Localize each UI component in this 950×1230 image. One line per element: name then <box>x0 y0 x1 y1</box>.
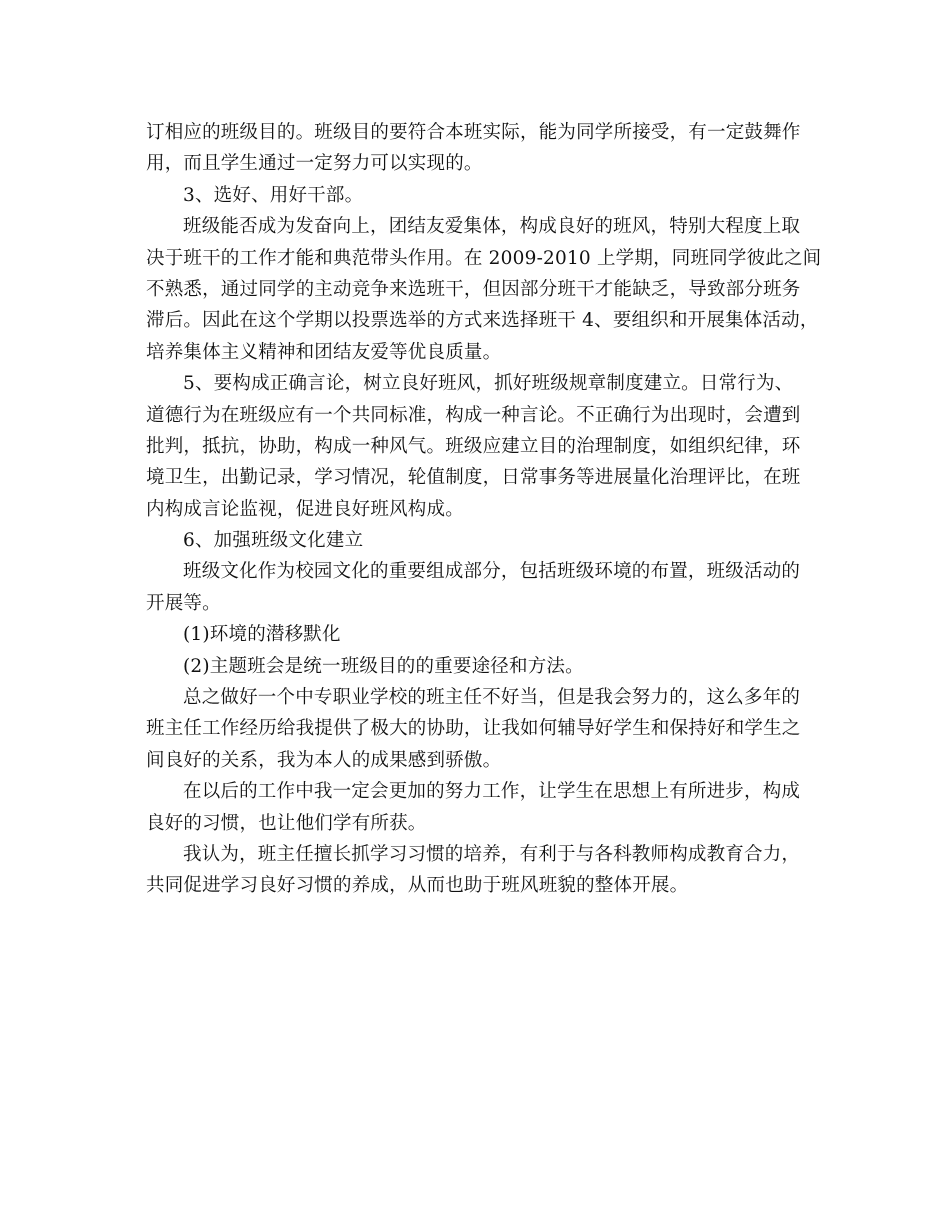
text-line: 我认为，班主任擅长抓学习习惯的培养，有利于与各科教师构成教育合力， <box>183 843 801 865</box>
text-line: 培养集体主义精神和团结友爱等优良质量。 <box>146 341 502 363</box>
section-heading: 5、要构成正确言论，树立良好班风，抓好班级规章制度建立。日常行为、 <box>183 373 794 395</box>
text-line: 订相应的班级目的。班级目的要符合本班实际，能为同学所接受，有一定鼓舞作 <box>146 122 801 143</box>
section-heading: 6、加强班级文化建立 <box>183 530 364 552</box>
text-line: 内构成言论监视，促进良好班风构成。 <box>146 498 464 520</box>
text-line: 道德行为在班级应有一个共同标准，构成一种言论。不正确行为出现时，会遭到 <box>146 404 801 426</box>
text-line: 良好的习惯，也让他们学有所获。 <box>146 812 427 834</box>
text-line: 用，而且学生通过一定努力可以实现的。 <box>146 153 483 175</box>
list-item: (1)环境的潜移默化 <box>183 624 341 646</box>
text-line: 开展等。 <box>146 592 221 614</box>
text-line: 在以后的工作中我一定会更加的努力工作，让学生在思想上有所进步，构成 <box>183 781 801 803</box>
text-line: 批判，抵抗，协助，构成一种风气。班级应建立目的治理制度，如组织纪律，环 <box>146 435 801 457</box>
text-line: 班主任工作经历给我提供了极大的协助，让我如何辅导好学生和保持好和学生之 <box>146 718 801 740</box>
text-line: 决于班干的工作才能和典范带头作用。在 2009-2010 上学期，同班同学彼此之间 <box>146 247 822 269</box>
section-heading: 3、选好、用好干部。 <box>183 184 364 206</box>
document-body <box>146 117 822 902</box>
text-line: 班级文化作为校园文化的重要组成部分，包括班级环境的布置，班级活动的 <box>183 561 801 583</box>
list-item: (2)主题班会是统一班级目的的重要途径和方法。 <box>183 655 584 677</box>
text-line: 共同促进学习良好习惯的养成，从而也助于班风班貌的整体开展。 <box>146 875 689 897</box>
text-line: 滞后。因此在这个学期以投票选举的方式来选择班干 4、要组织和开展集体活动， <box>146 310 819 332</box>
text-line: 境卫生，出勤记录，学习情况，轮值制度，日常事务等进展量化治理评比，在班 <box>146 467 801 489</box>
text-line: 总之做好一个中专职业学校的班主任不好当，但是我会努力的，这么多年的 <box>183 687 801 709</box>
text-line: 间良好的关系，我为本人的成果感到骄傲。 <box>146 749 502 771</box>
text-line: 班级能否成为发奋向上，团结友爱集体，构成良好的班风，特别大程度上取 <box>183 216 801 238</box>
text-line: 不熟悉，通过同学的主动竞争来选班干，但因部分班干才能缺乏，导致部分班务 <box>146 278 801 300</box>
